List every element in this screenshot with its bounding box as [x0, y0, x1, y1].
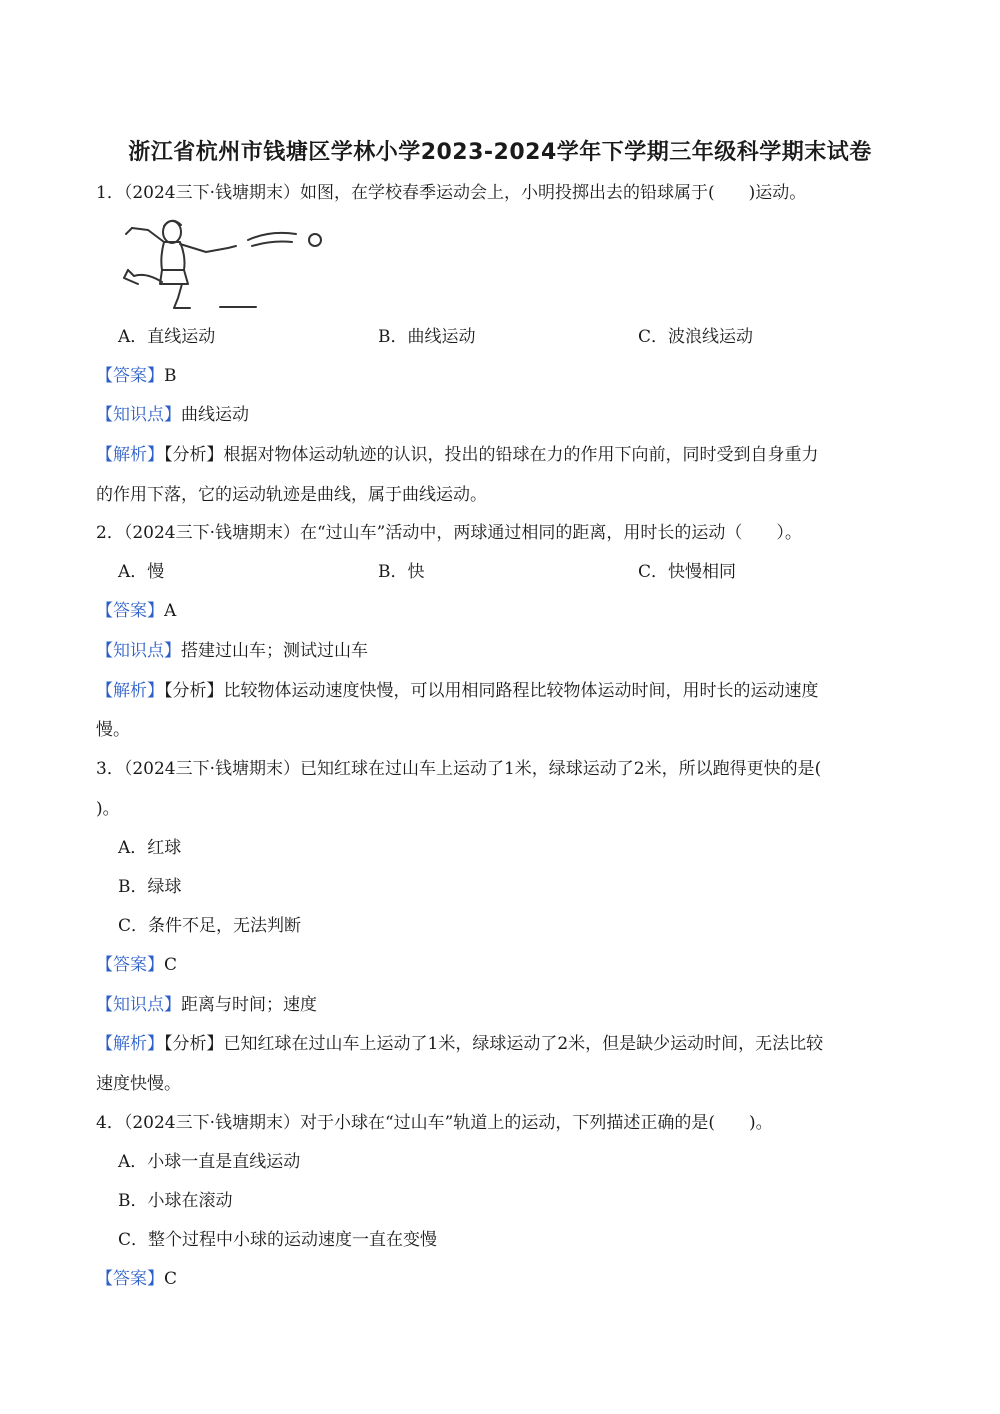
- q1-analysis-line-2: 的作用下落，它的运动轨迹是曲线，属于曲线运动。: [96, 485, 487, 505]
- knowledge-label: 【知识点】: [96, 995, 181, 1015]
- q2-option-c: C．快慢相同: [638, 562, 737, 582]
- answer-label: 【答案】: [96, 366, 164, 386]
- q1-option-a: A．直线运动: [118, 327, 216, 347]
- q1-answer-row: [96, 361, 177, 386]
- q1-answer: B: [164, 366, 177, 386]
- q1-stem: 1．（2024三下·钱塘期末）如图，在学校春季运动会上，小明投掷出去的铅球属于( )运动。: [96, 183, 807, 203]
- q3-answer-row: [96, 950, 177, 975]
- q2-analysis-line-2: 慢。: [96, 720, 130, 740]
- q3-option-a: A．红球: [118, 838, 182, 858]
- q1-knowledge: 曲线运动: [181, 405, 249, 425]
- q1-option-c: C．波浪线运动: [638, 327, 754, 347]
- q3-knowledge-row: [96, 990, 317, 1015]
- q2-knowledge-row: [96, 636, 368, 661]
- q2-knowledge: 搭建过山车；测试过山车: [181, 641, 368, 661]
- q2-option-b: B．快: [378, 562, 425, 582]
- q4-option-a: A．小球一直是直线运动: [118, 1152, 301, 1172]
- q4-option-c: C．整个过程中小球的运动速度一直在变慢: [118, 1230, 438, 1250]
- q3-analysis-line-1: 【分析】已知红球在过山车上运动了1米，绿球运动了2米，但是缺少运动时间，无法比较: [164, 1034, 824, 1054]
- q2-answer-row: [96, 596, 176, 621]
- q3-stem-line-1: 3．（2024三下·钱塘期末）已知红球在过山车上运动了1米，绿球运动了2米，所以跑得更快的是(: [96, 759, 822, 779]
- q2-analysis-line-1: 【分析】比较物体运动速度快慢，可以用相同路程比较物体运动时间，用时长的运动速度: [164, 681, 819, 701]
- shot-put-figure: [120, 212, 330, 312]
- answer-label: 【答案】: [96, 1269, 164, 1289]
- q4-answer: C: [164, 1269, 178, 1289]
- q3-stem-line-2: )。: [96, 799, 120, 819]
- analysis-label: 【解析】: [96, 445, 164, 465]
- q4-option-b: B．小球在滚动: [118, 1191, 233, 1211]
- q3-option-b: B．绿球: [118, 877, 182, 897]
- q2-stem: 2．（2024三下·钱塘期末）在“过山车”活动中，两球通过相同的距离，用时长的运动（ ）。: [96, 523, 802, 543]
- q1-analysis-line-1: 【分析】根据对物体运动轨迹的认识，投出的铅球在力的作用下向前，同时受到自身重力: [164, 445, 819, 465]
- q4-stem: 4．（2024三下·钱塘期末）对于小球在“过山车”轨道上的运动，下列描述正确的是( )。: [96, 1113, 773, 1133]
- q2-analysis-row: [96, 676, 819, 701]
- q3-analysis-row: [96, 1029, 823, 1054]
- q4-answer-row: [96, 1264, 177, 1289]
- knowledge-label: 【知识点】: [96, 405, 181, 425]
- q2-option-a: A．慢: [118, 562, 165, 582]
- q3-analysis-line-2: 速度快慢。: [96, 1074, 181, 1094]
- q2-answer: A: [164, 601, 177, 621]
- answer-label: 【答案】: [96, 955, 164, 975]
- exam-title: 浙江省杭州市钱塘区学林小学2023-2024学年下学期三年级科学期末试卷: [128, 140, 872, 165]
- knowledge-label: 【知识点】: [96, 641, 181, 661]
- answer-label: 【答案】: [96, 601, 164, 621]
- q3-answer: C: [164, 955, 178, 975]
- q3-knowledge: 距离与时间；速度: [181, 995, 317, 1015]
- q3-option-c: C．条件不足，无法判断: [118, 916, 302, 936]
- q1-option-b: B．曲线运动: [378, 327, 476, 347]
- q1-knowledge-row: [96, 400, 249, 425]
- analysis-label: 【解析】: [96, 1034, 164, 1054]
- q1-analysis-row: [96, 440, 819, 465]
- analysis-label: 【解析】: [96, 681, 164, 701]
